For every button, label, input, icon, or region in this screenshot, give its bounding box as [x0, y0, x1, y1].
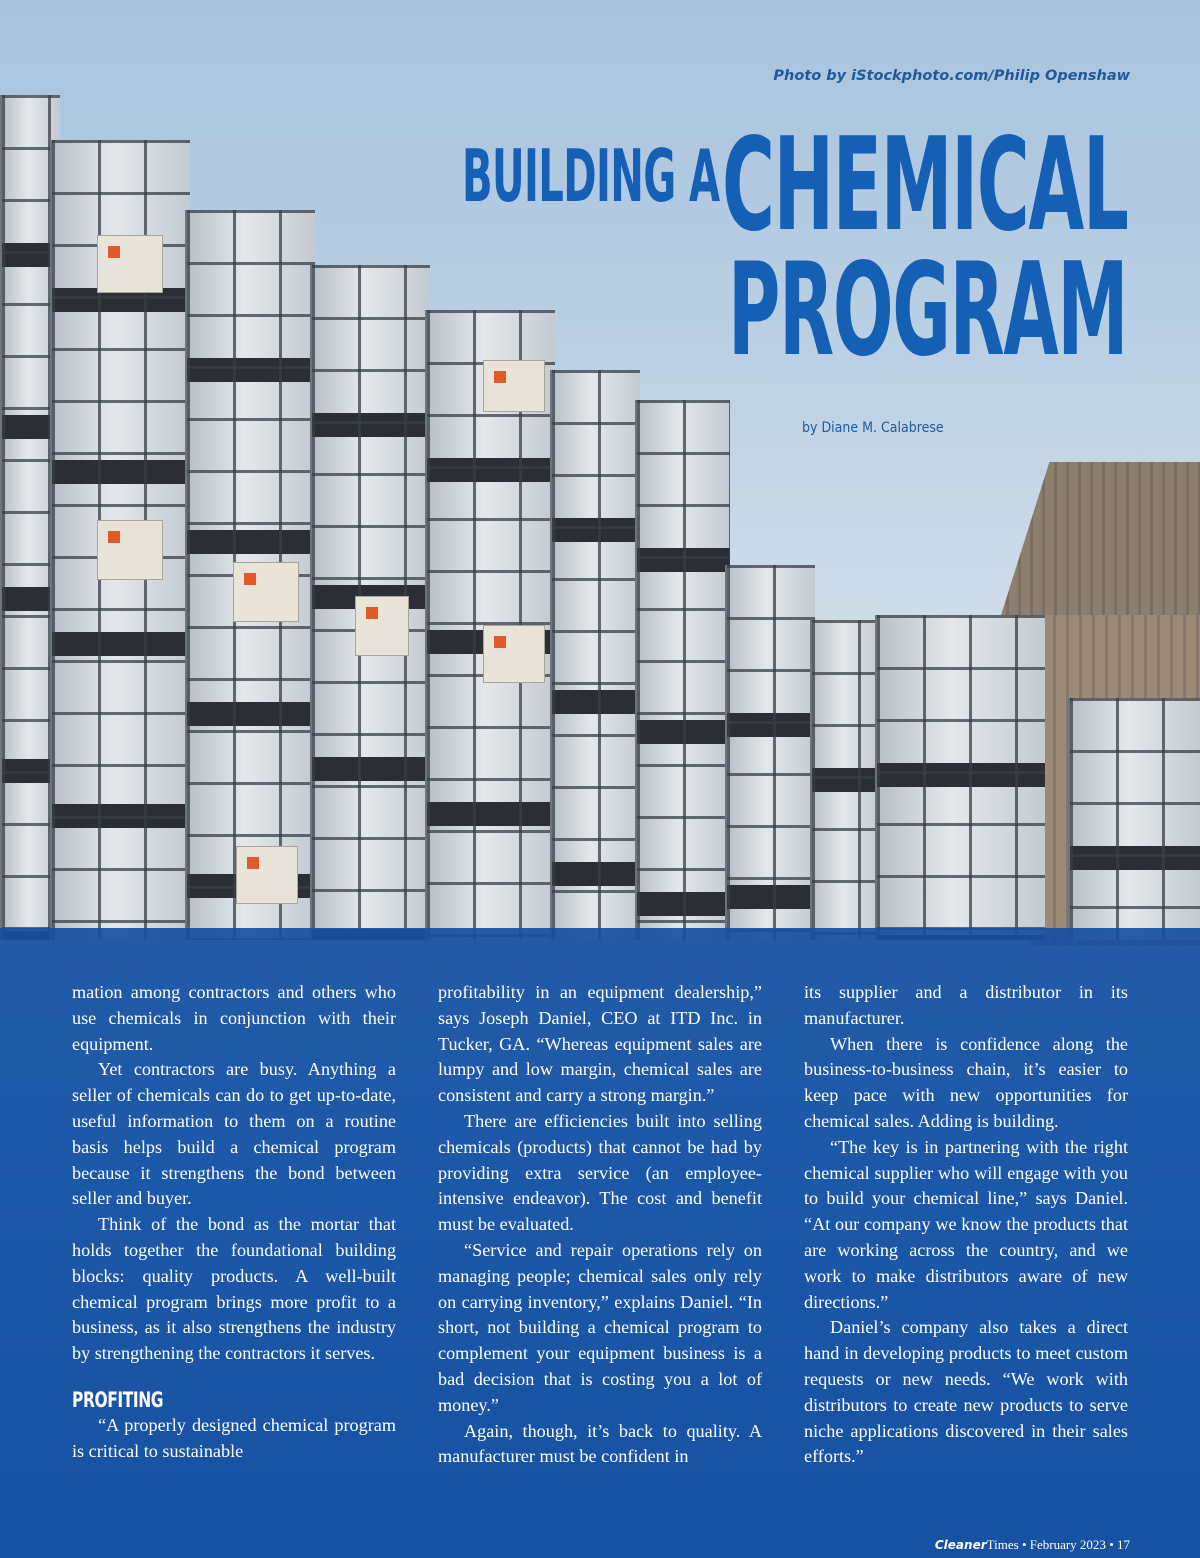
paragraph: its supplier and a distributor in its manufacturer. — [804, 982, 1128, 1028]
text-column-2 — [438, 980, 762, 1470]
text-column-1 — [72, 980, 396, 1465]
tote-stack — [635, 400, 730, 940]
magazine-name: Cleaner — [934, 1538, 987, 1552]
paragraph: Think of the bond as the mortar that holds together the foundational building blocks: quality products. A well-built chemical program brings more profit to a business, as it also strengthens the industry by strengthening the contractors it serves. — [72, 1214, 396, 1364]
page-number: 17 — [1117, 1537, 1130, 1552]
page-footer: CleanerTimes • February 2023 • 17 — [934, 1537, 1130, 1552]
tote-stack — [875, 615, 1045, 940]
headline-line-1: BUILDING A — [462, 134, 720, 218]
byline: by Diane M. Calabrese — [802, 420, 944, 436]
paragraph: Daniel’s company also takes a direct hand in developing products to meet custom requests or new needs. “We work with distributors to create new products to serve niche applications discovered in their sales efforts.” — [804, 1317, 1128, 1467]
section-heading: PROFITING — [72, 1387, 164, 1412]
tote-label — [97, 520, 163, 580]
paragraph: Again, though, it’s back to quality. A manufacturer must be confident in — [438, 1420, 762, 1467]
tote-label — [233, 562, 299, 622]
tote-stack — [810, 620, 880, 940]
magazine-name-suffix: Times — [986, 1537, 1019, 1552]
paragraph: Yet contractors are busy. Anything a seller of chemicals can do to get up-to-date, useful information to them on a routine basis helps build a chemical program because it strengthens the bond between seller and buyer. — [72, 1059, 396, 1209]
paragraph: mation among contractors and others who use chemicals in conjunction with their equipment. — [72, 982, 396, 1054]
photo-credit: Photo by iStockphoto.com/Philip Openshaw — [773, 68, 1130, 84]
tote-label — [355, 596, 409, 656]
paragraph: “The key is in partnering with the right chemical supplier who will engage with you to build your chemical line,” says Daniel. “At our company we know the products that are working across the country, and we work to make distributors aware of new directions.” — [804, 1136, 1128, 1312]
tote-label — [236, 846, 298, 904]
paragraph: When there is confidence along the business-to-business chain, it’s easier to keep pace with new opportunities for chemical sales. Adding is building. — [804, 1033, 1128, 1131]
tote-stack — [550, 370, 640, 940]
issue-date: February 2023 — [1029, 1537, 1106, 1552]
tote-stack — [1068, 698, 1200, 940]
headline — [0, 112, 1200, 412]
paragraph: profitability in an equipment dealership,” says Joseph Daniel, CEO at ITD Inc. in Tucker, GA. “Whereas equipment sales are lumpy and low margin, chemical sales are consistent and carry a strong margin.” — [438, 982, 762, 1106]
text-column-3 — [804, 980, 1128, 1470]
tote-stack — [725, 565, 815, 940]
tote-label — [483, 625, 545, 683]
headline-line-2: CHEMICAL — [722, 111, 1128, 260]
paragraph: There are efficiencies built into selling chemicals (products) that cannot be had by providing extra service (an employee-intensive endeavor). The cost and benefit must be evaluated. — [438, 1110, 762, 1235]
paragraph: “Service and repair operations rely on managing people; chemical sales only rely on carrying inventory,” explains Daniel. “In short, not building a chemical program to complement your equipment business is a bad decision that is costing you a lot of money.” — [438, 1239, 762, 1415]
headline-line-3: PROGRAM — [728, 236, 1128, 385]
paragraph: “A properly designed chemical program is critical to sustainable — [72, 1414, 396, 1461]
